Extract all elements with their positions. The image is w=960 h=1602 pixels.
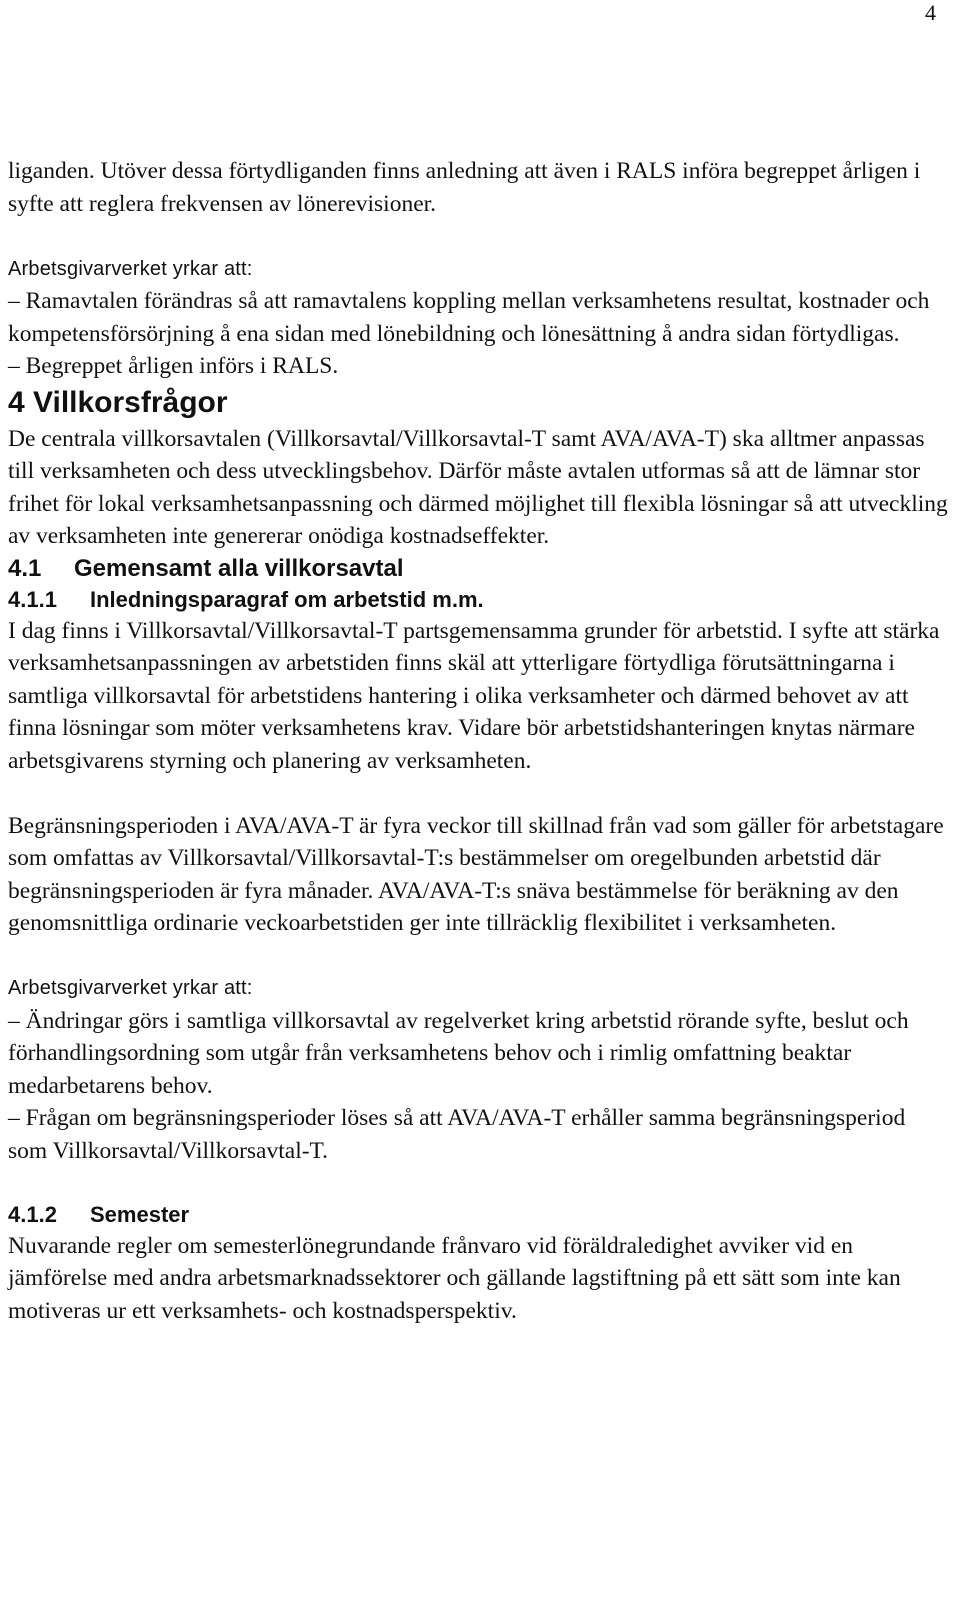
dash-list-item: – Begreppet årligen införs i RALS. xyxy=(8,353,339,379)
paragraph: Nuvarande regler om semesterlönegrundande frånvaro vid föräldraledighet avviker vid en jämförelse med andra arbetsmarknadssektorer och gällande lagstiftning på ett sätt som inte kan motiveras ur ett verksamhets- och kostnadsperspektiv. xyxy=(8,1232,901,1324)
paragraph: I dag finns i Villkorsavtal/Villkorsavtal-T partsgemensamma grunder för arbetstid. I syfte att stärka verksamhetsanpassningen av arbetstiden finns skäl att ytterligare förtydliga förutsättningarna i samtliga villkorsavtal för arbetstidens hantering i olika verksamheter och därmed behovet av att finna lösningar som möter verksamhetens krav. Vidare bör arbetstidshanteringen knytas närmare arbetsgivarens styrning och planering av verksamheten. xyxy=(8,617,940,774)
heading-text: Semester xyxy=(90,1201,190,1227)
subsection-heading xyxy=(8,553,948,585)
heading-text: Inledningsparagraf om arbetstid m.m. xyxy=(90,586,484,612)
dash-list-item: – Ramavtalen förändras så att ramavtalens koppling mellan verksamhetens resultat, kostnader och kompetensförsörjning å ena sidan med lönebildning och lönesättning å andra sidan förtydligas. xyxy=(8,288,930,347)
subsubsection-heading xyxy=(8,585,948,615)
dash-list-item: – Frågan om begränsningsperioder löses så att AVA/AVA-T erhåller samma begränsningsperiod som Villkorsavtal/Villkorsavtal-T. xyxy=(8,1105,906,1164)
paragraph-spacer xyxy=(8,1167,948,1200)
paragraph-spacer xyxy=(8,940,948,973)
subsubsection-heading xyxy=(8,1200,948,1230)
section-heading: 4 Villkorsfrågor xyxy=(8,385,228,419)
heading-number: 4.1.2 xyxy=(8,1201,57,1227)
paragraph: Begränsningsperioden i AVA/AVA-T är fyra veckor till skillnad från vad som gäller för arbetstagare som omfattas av Villkorsavtal/Villkorsavtal-T:s bestämmelser om oregelbunden arbetstid där begränsningsperioden är fyra månader. AVA/AVA-T:s snäva bestämmelse för beräkning av den genomsnittliga ordinarie veckoarbetstiden ger inte tillräcklig flexibilitet i verksamheten. xyxy=(8,812,944,936)
heading-number: 4.1.1 xyxy=(8,586,57,612)
paragraph-spacer xyxy=(8,777,948,810)
heading-number: 4.1 xyxy=(8,554,42,582)
page-number: 4 xyxy=(925,0,936,25)
claim-intro: Arbetsgivarverket yrkar att: xyxy=(8,257,253,280)
paragraph-spacer xyxy=(8,220,948,253)
document-body xyxy=(8,155,948,1327)
paragraph: De centrala villkorsavtalen (Villkorsavtal/Villkorsavtal-T samt AVA/AVA-T) ska alltmer anpassas till verksamheten och dess utvecklingsbehov. Därför måste avtalen utformas så att de lämnar stor frihet för lokal verksamhetsanpassning och därmed möjlighet till flexibla lösningar så att utveckling av verksamheten inte genererar onödiga kostnadseffekter. xyxy=(8,425,948,549)
dash-list-item: – Ändringar görs i samtliga villkorsavtal av regelverket kring arbetstid rörande syfte, beslut och förhandlingsordning som utgår från verksamhetens behov och i rimlig omfattning beaktar medarbetarens behov. xyxy=(8,1007,909,1099)
paragraph: liganden. Utöver dessa förtydliganden finns anledning att även i RALS införa begreppet årligen i syfte att reglera frekvensen av lönerevisioner. xyxy=(8,158,921,217)
heading-text: Gemensamt alla villkorsavtal xyxy=(74,554,404,582)
claim-intro: Arbetsgivarverket yrkar att: xyxy=(8,977,253,999)
